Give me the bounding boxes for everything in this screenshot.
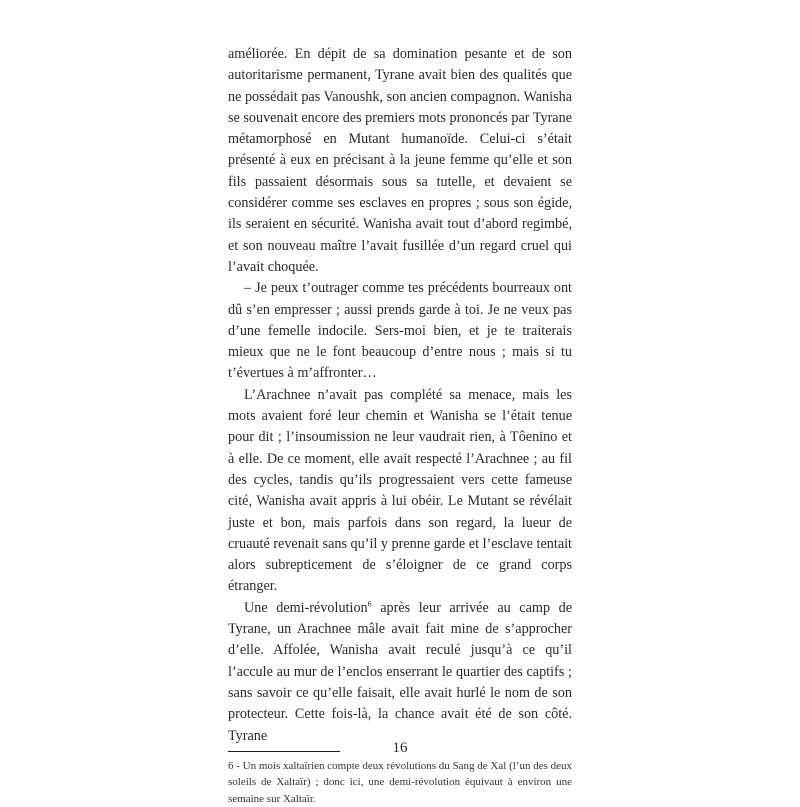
paragraph-3: L’Arachnee n’avait pas complété sa menace, mais les mots avaient foré leur chemin et Wanisha se l’était tenue pour dit ; l’insoumission ne leur vaudrait rien, à Tôenino et à elle. De ce moment, elle avait respecté l’Arachnee ; au fil des cycles, tandis qu’ils progressaient vers cette fameuse cité, Wanisha avait appris à lui obéir. Le Mutant se révélait juste et bon, mais parfois dans son regard, la lueur de cruauté revenait sans qu’il y prenne garde et l’esclave tentait alors subrepticement de s’éloigner de ce grand corps étranger. [228,386,572,595]
footnote: 6 - Un mois xaltaïrien compte deux révolutions du Sang de Xal (l’un des deux soleils de Xaltaïr) ; donc ici, une demi-révolution équivaut à environ une semaine sur Xaltaïr. [228,759,572,805]
paragraph-4-start: Une demi-révolution [244,599,368,616]
paragraph-4 [228,598,572,747]
paragraph-1: améliorée. En dépit de sa domination pesante et de son autoritarisme permanent, Tyrane avait bien des qualités que ne possédait pas Vanoushk, son ancien compagnon. Wanisha se souvenait encore des premiers mots prononcés par Tyrane métamorphosé en Mutant humanoïde. Celui-ci s’était présenté à eux en précisant à la jeune femme qu’elle et son fils passaient désormais sous sa tutelle, et devaient se considérer comme ses esclaves en propres ; sous son égide, ils seraient en sécurité. Wanisha avait tout d’abord regimbé, et son nouveau maître l’avait fusillée d’un regard cruel qui l’avait choquée. [228,46,572,275]
paragraph-4-end: après leur arrivée au camp de Tyrane, un Arachnee mâle avait fait mine de s’approcher d’elle. Affolée, Wanisha avait reculé jusqu’à ce qu’il l’accule au mur de l’enclos enserrant le quartier des captifs ; sans savoir ce qu’elle faisait, elle avait hurlé le nom de son protecteur. Cette fois-là, la chance avait été de son côté. Tyrane [228,599,573,744]
paragraph-2: – Je peux t’outrager comme tes précédents bourreaux ont dû s’en empresser ; aussi prends garde à toi. Je ne veux pas d’une femelle indocile. Sers-moi bien, et je te traiterais mieux que ne le font beaucoup d’entre nous ; mais si tu t’évertues à m’affronter… [228,280,572,382]
book-page [228,44,572,807]
page-number: 16 [392,740,408,756]
footnote-reference: 6 [367,598,372,608]
